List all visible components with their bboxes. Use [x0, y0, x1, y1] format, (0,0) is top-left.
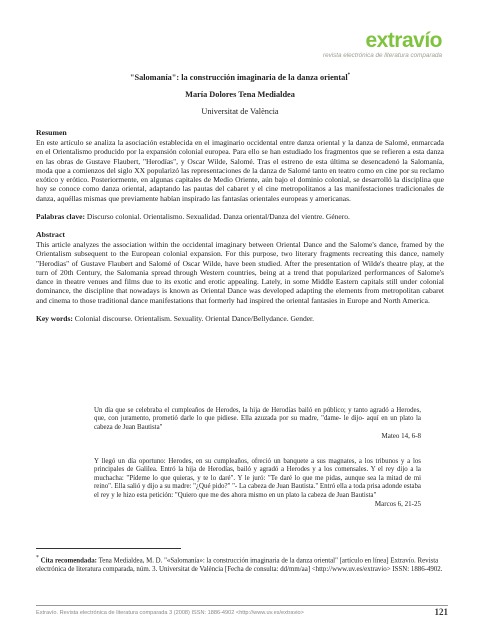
resumen-heading: Resumen: [36, 128, 67, 137]
author-name: María Dolores Tena Medialdea: [185, 89, 295, 99]
resumen-keywords: [36, 212, 444, 221]
footnote-text: Tena Medialdea, M. D. "«Salomanía»: la construcción imaginaria de la danza oriental" [artículo en línea] Extravío. Revista electrónica de literatura comparada, núm. 3. Universitat de València [Fecha de consulta: dd/mm/aa] <http://www.uv.es/extravio> ISSN: 1886-4902.: [36, 557, 443, 573]
abstract-heading: Abstract: [36, 230, 66, 239]
footnote-label: Cita recomendada:: [40, 557, 97, 565]
author-affiliation: Universitat de València: [201, 106, 279, 116]
abstract-text: This article analyzes the association within the occidental imaginary between Oriental Dance and the Salome's dance, framed by the Orientalism subsequent to the European colonial expansion. For this purpose, two literary fragments recreating this dance, namely "Herodias" of Gustave Flaubert and Salomé of Oscar Wilde, have been studied. After the presentation of Wilde's theatre play, at the turn of 20th Century, the Salomania spread through Western countries, being at a trend that popularized performances of Salome's dance in theatre venues and films due to its exotic and erotic appealing. Lately, in some Middle Eastern capitals still under colonial dominance, the discipline that nowadays is known as Oriental Dance was developed adapting the elements from metropolitan cabaret and cinema to those traditional dance manifestations that formerly had inspired the oriental fantasies in Europe and North America.: [36, 240, 444, 305]
footer-divider: [36, 605, 448, 606]
title-footnote-mark: *: [347, 73, 351, 78]
journal-logo: [323, 30, 442, 59]
keywords-text: Discurso colonial. Orientalismo. Sexualidad. Danza oriental/Danza del vientre. Género.: [86, 211, 350, 221]
logo-text: extravío: [365, 29, 442, 52]
keywords-label-en: Key words:: [36, 313, 73, 323]
page-footer: Extravío. Revista electrónica de literatura comparada 3 (2008) ISSN: 1886-4902 <http://www.uv.es/extravio>: [36, 610, 304, 616]
keywords-text-en: Colonial discourse. Orientalism. Sexuality. Oriental Dance/Bellydance. Gender.: [74, 313, 314, 323]
article-body: [36, 128, 444, 323]
footnote-mark: *: [36, 555, 39, 561]
quote-reference: Marcos 6, 21-25: [374, 500, 421, 509]
logo-tagline: revista electrónica de literatura comparada: [322, 52, 442, 59]
page-number: 121: [434, 607, 448, 617]
quote-reference: Mateo 14, 6-8: [381, 432, 421, 441]
footnote-divider: [36, 548, 181, 549]
keywords-label: Palabras clave:: [36, 211, 85, 221]
epigraph-quote-1: [94, 407, 421, 441]
article-header: [36, 70, 444, 118]
abstract-keywords: [36, 314, 444, 323]
epigraph-quote-2: [94, 458, 421, 508]
article-title: "Salomanía": la construcción imaginaria de la danza oriental*: [129, 72, 351, 82]
citation-footnote: [36, 554, 446, 574]
quote-text: Y llegó un día oportuno: Herodes, en su cumpleaños, ofreció un banquete a sus magnates, a los tribunos y a los principales de Galilea. Entró la hija de Herodías, bailó y agradó a Herodes y a los comensales. Y el rey dijo a la muchacha: "Pídeme lo que quieras, y te lo daré". Y le juró: "Te daré lo que me pidas, aunque sea la mitad de mi reino". Ella salió y dijo a su madre: "¿Qué pido?" "- La cabeza de Juan Bautista." Entró ella a toda prisa adonde estaba el rey y le hizo esta petición: "Quiero que me des ahora mismo en un plato la cabeza de Juan Bautista": [94, 458, 421, 499]
quote-text: Un día que se celebraba el cumpleaños de Herodes, la hija de Herodías bailó en público; y tanto agradó a Herodes, que, con juramento, prometió darle lo que pidiese. Ella azuzada por su madre, "dame- le dijo- aquí en un plato la cabeza de Juan Bautista": [94, 407, 421, 431]
resumen-text: En este artículo se analiza la asociación establecida en el imaginario occidental entre danza oriental y la danza de Salomé, enmarcada en el Orientalismo producido por la expansión colonial europea. Para ello se han estudiado los fragmentos que se refieren a esta danza en las obras de Gustave Flaubert, "Herodías", y Oscar Wilde, Salomé. Tras el estreno de esta última se desencadenó la Salomanía, moda que a comienzos del siglo XX popularizó las representaciones de la danza de Salomé tanto en teatro como en cine por su reclamo exótico y erótico. Posteriormente, en algunas capitales de Medio Oriente, aún bajo el dominio colonial, se desarrolló la disciplina que hoy se conoce como danza oriental, adaptando las pautas del cabaret y el cine metropolitanos a las manifestaciones tradicionales de danza, aquéllas mismas que previamente habían inspirado las fantasías orientales europeas y americanas.: [36, 138, 444, 203]
